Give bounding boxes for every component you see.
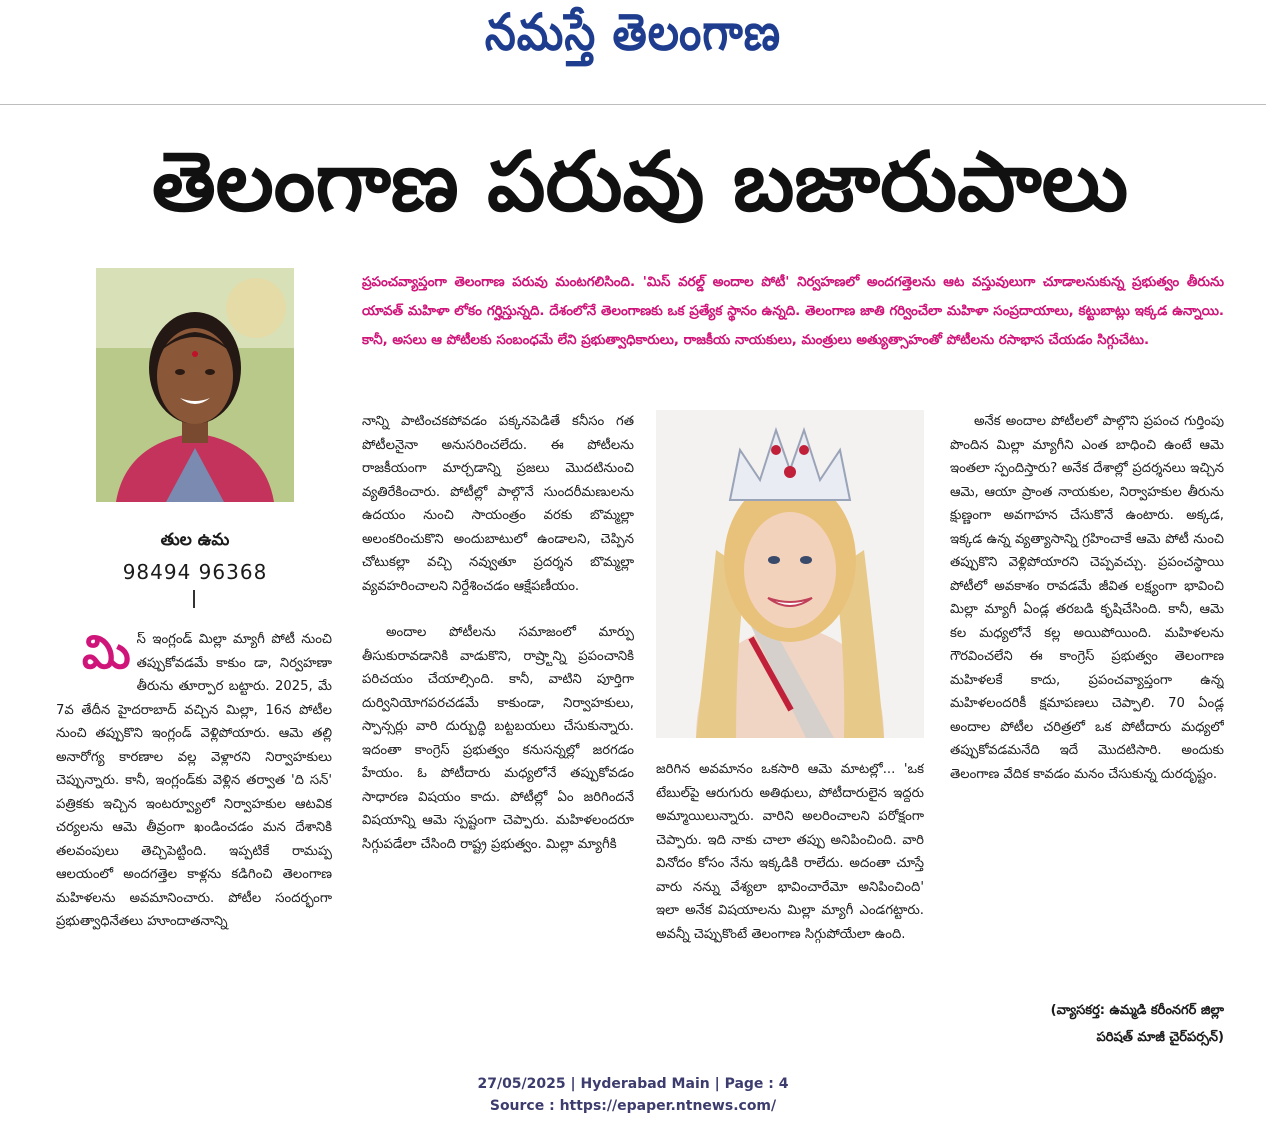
article-column-2 <box>362 410 634 1050</box>
column-3-text: జరిగిన అవమానం ఒకసారి ఆమె మాటల్లో... 'ఒక టేబుల్‌పై ఆరుగురు అతిథులు, పోటీదారులైన ఇద్దరు అమ్మాయిలున్నారు. వారిని అలరించాలని పరోక్షంగా చెప్పారు. ఇది నాకు చాలా తప్పు అనిపించింది. వారి వినోదం కోసం నేను ఇక్కడికి రాలేదు. అదంతా చూస్తే వారు నన్ను వేశ్యలా భావించారేమో అనిపించింది' ఇలా అనేక విషయాలను మిల్లా మ్యాగీ ఎండగట్టారు. అవన్నీ చెప్పుకొంటే తెలంగాణ సిగ్గుపోయేలా ఉంది. <box>656 762 924 942</box>
article-headline: తెలంగాణ పరువు బజారుపాలు <box>151 135 1129 230</box>
drop-cap: మి <box>82 628 131 679</box>
column-1-text: స్ ఇంగ్లండ్ మిల్లా మ్యాగీ పోటీ నుంచి తప్పుకోవడమే కాకుం డా, నిర్వహణా తీరును తూర్పార బట్టారు. 2025, మే 7వ తేదీన హైదరాబాద్ వచ్చిన మిల్లా, 16న పోటీల నుంచి తప్పుకొని ఇంగ్లండ్ వెళ్లిపోయారు. ఆమె తల్లి అనారోగ్య కారణాల వల్ల వెళ్లారని నిర్వాహకులు చెప్పున్నారు. కానీ, ఇంగ్లండ్‌కు వెళ్లిన తర్వాత 'ది సన్' పత్రికకు ఇచ్చిన ఇంటర్వ్యూలో నిర్వాహకుల ఆటవిక చర్యలను ఆమె తీవ్రంగా ఖండించడం మన దేశానికి తలవంపులు తెచ్చిపెట్టింది. ఇప్పటికే రామప్ప ఆలయంలో అందగత్తెల కాళ్లను కడిగించి తెలంగాణ మహిళలను అవమానించారు. పోటీల సందర్భంగా ప్రభుత్వాధినేతలు హూందాతనాన్ని <box>56 632 332 929</box>
page-footer-source-link[interactable]: Source : https://epaper.ntnews.com/ <box>489 1098 777 1114</box>
article-intro: ప్రపంచవ్యాప్తంగా తెలంగాణ పరువు మంటగలిసింది. 'మిస్ వరల్డ్ అందాల పోటీ' నిర్వహణలో అందగత్తెలను ఆట వస్తువులుగా చూడాలనుకున్న ప్రభుత్వం తీరును యావత్ మహిళా లోకం గర్హిస్తున్నది. దేశంలోనే తెలంగాణకు ఒక ప్రత్యేక స్థానం ఉన్నది. తెలంగాణ జాతి గర్వించేలా మహిళా సంప్రదాయాలు, కట్టుబాట్లు ఇక్కడ ఉన్నాయి. కానీ, అసలు ఆ పోటీలకు సంబంధమే లేని ప్రభుత్వాధికారులు, రాజకీయ నాయకులు, మంత్రులు అత్యుత్సాహంతో పోటీలను రసాభాస చేయడం సిగ్గుచేటు. <box>362 275 1224 348</box>
newspaper-masthead <box>0 3 1266 78</box>
article-column-4 <box>950 410 1224 970</box>
column-4-text: అనేక అందాల పోటీలలో పాల్గొని ప్రపంచ గుర్తింపు పొందిన మిల్లా మ్యాగీని ఎంత బాధించి ఉంటే ఆమె ఇంతలా స్పందిస్తారు? అనేక దేశాల్లో ప్రదర్శనలు ఇచ్చిన ఆమె, ఆయా ప్రాంత నాయకుల, నిర్వాహకుల తీరును క్షుణ్ణంగా అవగాహన చేసుకొనే ఉంటారు. అక్కడ, ఇక్కడ ఉన్న వ్యత్యాసాన్ని గ్రహించాకే ఆమె పోటీ నుంచి తప్పుకొని వెళ్లిపోయారని చెప్పవచ్చు. ప్రపంచస్థాయి పోటీలో అవకాశం రావడమే జీవిత లక్ష్యంగా భావించి మిల్లా మ్యాగీ ఏండ్ల తరబడి కృషిచేసింది. కానీ, ఆమె కల మధ్యలోనే కల్ల అయిపోయింది. మహిళలను గౌరవించలేని ఈ కాంగ్రెస్ ప్రభుత్వం తెలంగాణ మహిళలకే కాదు, ప్రపంచవ్యాప్తంగా ఉన్న మహిళలందరికీ క్షమాపణలు చెప్పాలి. 70 ఏండ్ల అందాల పోటీల చరిత్రలో ఒక పోటీదారు మధ్యలో తప్పుకోవడమనేది ఇదే మొదటిసారి. అందుకు తెలంగాణ వేదిక కావడం మనం చేసుకున్న దురదృష్టం. <box>950 414 1224 782</box>
author-byline-line-1: (వ్యాసకర్త: ఉమ్మడి కరీంనగర్ జిల్లా <box>1050 1003 1224 1018</box>
article-column-1 <box>56 628 332 1048</box>
page-footer-date: 27/05/2025 | Hyderabad Main | Page : 4 <box>477 1076 789 1092</box>
column-2-paragraph-1: నాన్ని పాటించకపోవడం పక్కనపెడితే కనీసం గత పోటీలనైనా అనుసరించలేదు. ఈ పోటీలను రాజకీయంగా మార్చడాన్ని ప్రజలు మొదటినుంచి వ్యతిరేకించారు. పోటీల్లో పాల్గొనే సుందరీమణులను ఉదయం నుంచి సాయంత్రం వరకు బొమ్మల్లా అలంకరించుకొని అందుబాటులో ఉండాలని, చెప్పిన చోటుకల్లా వచ్చి నవ్వుతూ ప్రదర్శన బొమ్మల్లా వ్యవహరించాలని నిర్దేశించడం ఆక్షేపణీయం. <box>362 414 634 594</box>
author-photo <box>96 268 294 502</box>
column-2-paragraph-2: అందాల పోటీలను సమాజంలో మార్పు తీసుకురావడానికి వాడుకొని, రాష్ర్టాన్ని ప్రపంచానికి పరిచయం చేయాల్సింది. కానీ, వాటిని పూర్తిగా దుర్వినియోగపరచడమే కాకుండా, నిర్వాహకులు, స్పాన్సర్లు వారి దుర్బుద్ధి బట్టబయలు చేసుకున్నారు. ఇదంతా కాంగ్రెస్ ప్రభుత్వం కనుసన్నల్లో జరగడం హేయం. ఓ పోటీదారు మధ్యలోనే తప్పుకోవడం సాధారణ విషయం కాదు. పోటీల్లో ఏం జరిగిందనే విషయాన్ని ఆమె స్పష్టంగా చెప్పారు. మహిళలందరూ సిగ్గుపడేలా చేసింది రాష్ట్ర ప్రభుత్వం. మిల్లా మ్యాగీకి <box>362 625 634 852</box>
author-byline-line-2: పరిషత్ మాజీ చైర్‌పర్సన్) <box>1096 1030 1224 1045</box>
author-name: తుల ఉమ <box>160 530 230 550</box>
author-divider <box>193 590 195 608</box>
crowned-woman-illustration <box>656 410 924 738</box>
masthead-divider <box>0 104 1266 105</box>
masthead-title: నమస్తే తెలంగాణ <box>484 3 782 62</box>
miss-england-photo <box>656 410 924 738</box>
article-column-3 <box>656 758 924 1050</box>
author-phone: 98494 96368 <box>122 560 268 584</box>
author-portrait-illustration <box>96 268 294 502</box>
